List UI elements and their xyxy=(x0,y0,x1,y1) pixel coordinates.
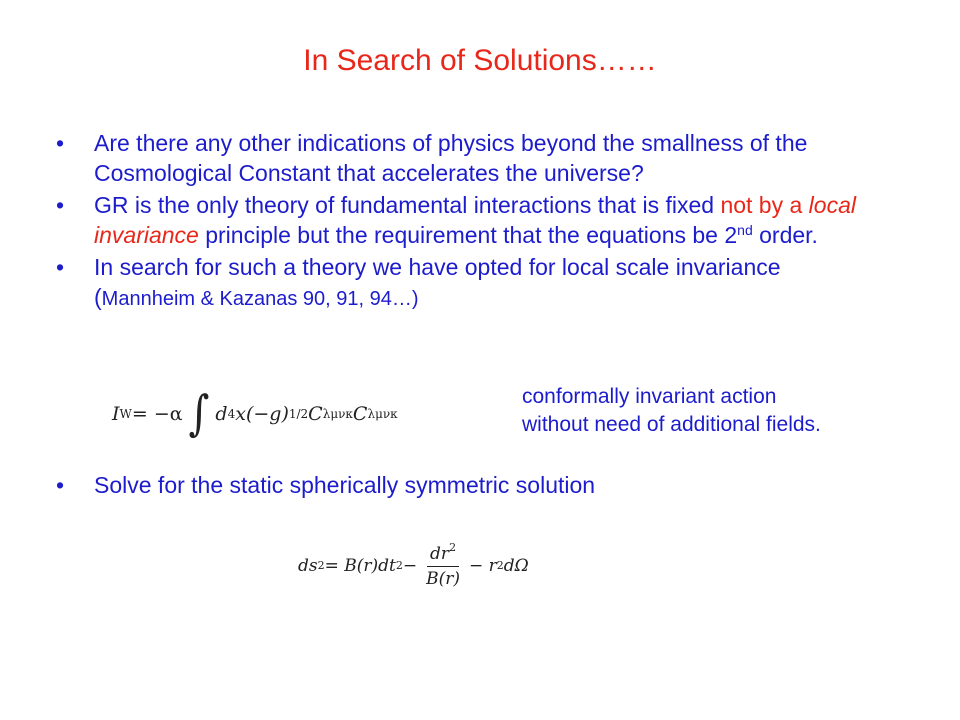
eq-symbol: = B(r)dt xyxy=(324,556,396,576)
eq-symbol: dΩ xyxy=(503,556,529,576)
bullet-item xyxy=(56,128,916,188)
eq-symbol: = −α xyxy=(131,403,183,425)
eq-symbol: d xyxy=(215,403,228,425)
bullet-text: Are there any other indications of physics beyond the smallness of the Cosmological Constant that accelerates the universe? xyxy=(94,130,808,186)
slide-title: In Search of Solutions…… xyxy=(303,44,657,77)
bullet-marker: • xyxy=(56,192,65,218)
equation-note xyxy=(522,383,821,439)
eq-superscript: 2 xyxy=(449,540,457,554)
bullet-text: principle but the requirement that the equations be 2 xyxy=(198,222,738,248)
bullet-marker: • xyxy=(56,472,65,498)
weyl-action-equation: I W = −α ∫ d 4 x(−g) 1/2 C λμνκ C λμνκ xyxy=(112,386,398,442)
highlight-italic-text: local invariance xyxy=(94,192,856,248)
eq-symbol: − xyxy=(402,556,418,576)
eq-symbol: − r xyxy=(469,556,497,576)
highlight-text: not by a xyxy=(720,192,809,218)
eq-symbol: C xyxy=(308,403,323,425)
eq-symbol: dr xyxy=(430,543,450,564)
fraction-denominator xyxy=(423,567,463,589)
note-line: conformally invariant action xyxy=(522,385,777,408)
bullet-marker: • xyxy=(56,130,65,156)
eq-symbol: C xyxy=(352,403,368,425)
bullet-text: order. xyxy=(752,222,818,248)
eq-symbol: I xyxy=(112,403,120,425)
bullet-list xyxy=(56,128,916,316)
reference-text: Mannheim & Kazanas 90, 91, 94…) xyxy=(101,288,419,310)
fraction-numerator xyxy=(427,540,459,567)
bullet-list xyxy=(56,470,916,502)
eq-symbol: x(−g) xyxy=(235,403,289,425)
bullet-item xyxy=(56,470,916,500)
bullet-text: Solve for the static spherically symmetric solution xyxy=(94,472,596,498)
note-line: without need of additional fields. xyxy=(522,413,821,436)
bullet-marker: • xyxy=(56,254,65,280)
reference-paren: ( xyxy=(94,284,102,310)
integral-sign: ∫ xyxy=(188,386,210,442)
metric-equation: ds 2 = B(r)dt 2 − $\frac{dr^2}{B(r)}$ − r 2 dΩ xyxy=(298,540,529,589)
bullet-text: In search for such a theory we have opted for local scale invariance xyxy=(94,254,781,280)
fraction xyxy=(423,540,463,589)
bullet-text: GR is the only theory of fundamental interactions that is fixed xyxy=(94,192,721,218)
bullet-item xyxy=(56,190,916,250)
eq-symbol: B(r) xyxy=(426,568,460,589)
superscript: nd xyxy=(737,222,753,238)
bullet-item xyxy=(56,252,916,314)
eq-symbol: ds xyxy=(298,556,318,576)
